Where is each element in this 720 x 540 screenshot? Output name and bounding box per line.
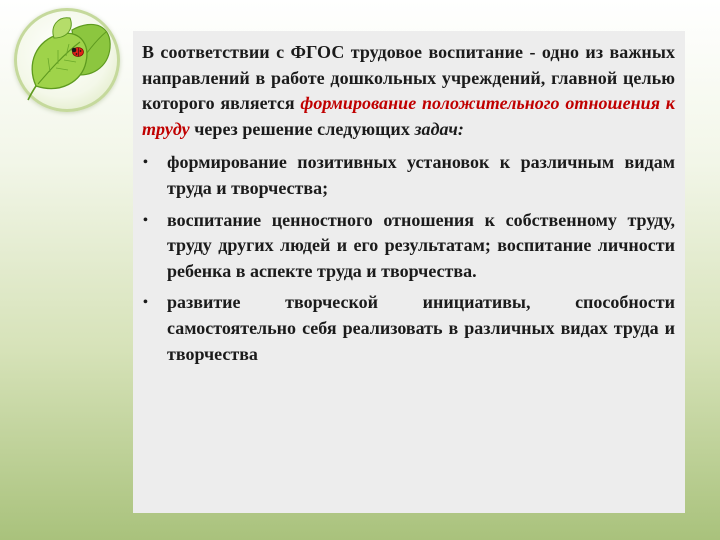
intro-text-part1: В соответствии с ФГОС трудовое воспитание - одно из важных направлений в работе дошкольных учреждений, главной целью которого является: [142, 42, 675, 114]
bullet-icon: •: [143, 212, 148, 228]
bullet-icon: •: [143, 295, 148, 311]
content-panel: [133, 31, 685, 513]
intro-tasks-word: задач:: [414, 118, 464, 139]
intro-highlight: формирование положительного отношения к труду: [142, 93, 675, 139]
tasks-list: [142, 150, 675, 367]
list-item: • развитие творческой инициативы, способности самостоятельно себя реализовать в различных видах труда и творчества: [143, 292, 675, 364]
intro-paragraph: [142, 40, 675, 142]
list-item: • формирование позитивных установок к различным видам труда и творчества;: [143, 152, 675, 198]
intro-text-part2: через решение следующих: [189, 118, 415, 139]
bullet-icon: •: [143, 155, 148, 171]
leaf-ladybug-logo: [14, 8, 120, 112]
list-item: • воспитание ценностного отношения к собственному труду, труду других людей и его результатам; воспитание личности ребенка в аспекте труда и творчества.: [143, 209, 675, 281]
leaf-ladybug-icon: [14, 8, 120, 112]
